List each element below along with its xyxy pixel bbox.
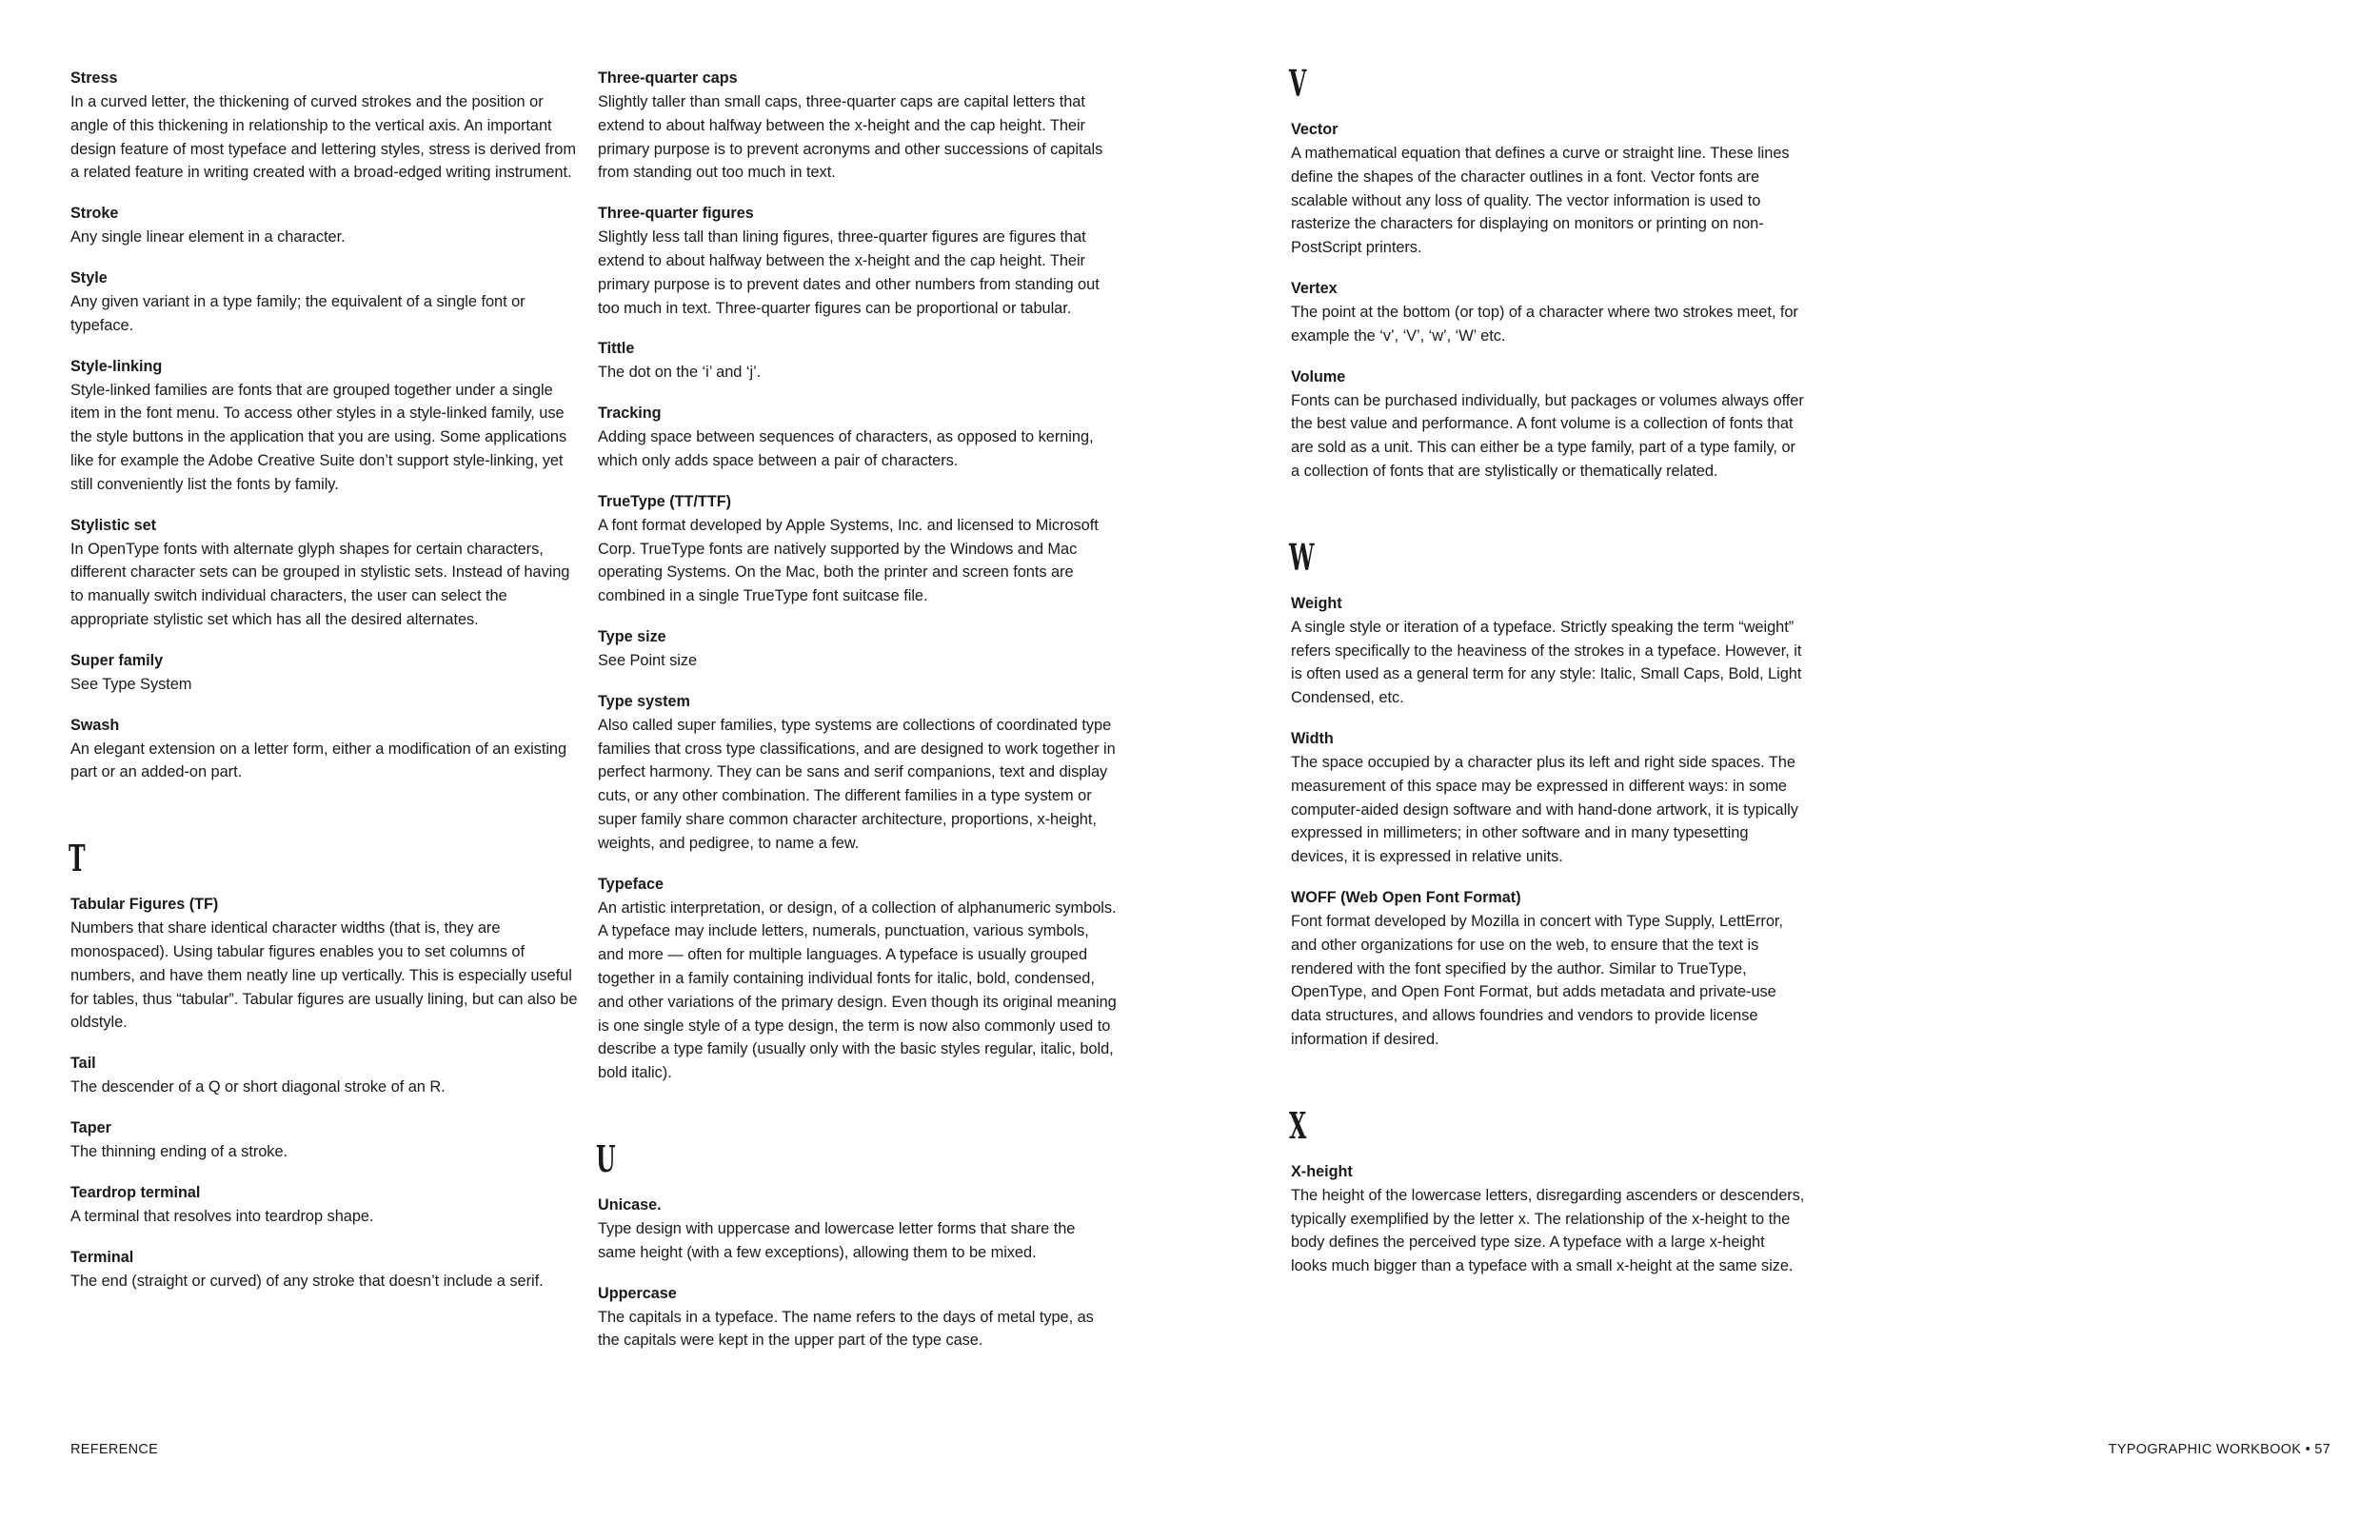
entry-definition: The capitals in a typeface. The name refers to the days of metal type, as the capitals were kept in the upper part of the type case. xyxy=(598,1308,1094,1350)
entry-definition: See Type System xyxy=(70,675,192,693)
glossary-entry xyxy=(70,1116,585,1164)
entry-term: Type system xyxy=(598,692,690,710)
glossary-entry xyxy=(1291,1160,1805,1278)
glossary-entry xyxy=(70,514,585,632)
entry-definition: A terminal that resolves into teardrop shape. xyxy=(70,1207,374,1225)
entry-term: Vertex xyxy=(1291,279,1338,297)
entry-definition: A mathematical equation that defines a curve or straight line. These lines define the shapes of the character outlines in a font. Vector fonts are scalable without any loss of quality. The vector information is used to rasterize the characters for displaying on monitors or printing on non-PostScript printers. xyxy=(1291,145,1790,257)
entry-definition: Type design with uppercase and lowercase letter forms that share the same height (with a few exceptions), allowing them to be mixed. xyxy=(598,1219,1076,1261)
entry-definition: The descender of a Q or short diagonal stroke of an R. xyxy=(70,1078,446,1096)
glossary-entry xyxy=(598,67,1117,185)
glossary-entry xyxy=(598,202,1117,320)
entry-definition: The end (straight or curved) of any stroke that doesn’t include a serif. xyxy=(70,1272,544,1290)
section-letter-v: V xyxy=(1289,62,1307,105)
glossary-entry xyxy=(70,267,585,338)
glossary-entry xyxy=(70,1246,585,1293)
entry-term: Tabular Figures (TF) xyxy=(70,896,219,914)
entry-definition: A font format developed by Apple Systems, Inc. and licensed to Microsoft Corp. TrueType fonts are natively supported by the Windows and Mac operating Systems. On the Mac, both the printer and screen fonts are combined in a single TrueType font suitcase file. xyxy=(598,516,1099,605)
entry-definition: The space occupied by a character plus its left and right side spaces. The measurement of this space may be expressed in different ways: in some computer-aided design software and with hand-done artwork, it is typically expressed in millimeters; in other software and in many typesetting devices, it is expressed in relative units. xyxy=(1291,753,1798,866)
entry-definition: In a curved letter, the thickening of curved strokes and the position or angle of this thickening in relationship to the vertical axis. An important design feature of most typeface and lettering styles, stress is derived from a related feature in writing created with a broad-edged writing instrument. xyxy=(70,93,576,182)
glossary-entry xyxy=(70,893,585,1035)
entries-w xyxy=(1291,592,1805,1052)
entry-term: Unicase. xyxy=(598,1195,662,1214)
entry-definition: Any given variant in a type family; the equivalent of a single font or typeface. xyxy=(70,292,526,334)
entry-definition: The thinning ending of a stroke. xyxy=(70,1142,288,1160)
glossary-entry xyxy=(70,355,585,497)
entry-definition: Style-linked families are fonts that are grouped together under a single item in the font menu. To access other styles in a style-linked family, use the style buttons in the application that you are using. Some applications like for example the Adobe Creative Suite don’t support style-linking, yet still conveniently list the fonts by family. xyxy=(70,381,567,493)
entries-v xyxy=(1291,118,1805,484)
entry-term: Tittle xyxy=(598,340,635,358)
section-letter-w: W xyxy=(1289,535,1315,579)
entry-term: Volume xyxy=(1291,367,1346,385)
entry-term: Teardrop terminal xyxy=(70,1183,201,1201)
entry-term: X-height xyxy=(1291,1162,1353,1180)
entry-term: Stylistic set xyxy=(70,516,156,534)
entry-term: Style xyxy=(70,268,108,286)
section-letter-u: U xyxy=(596,1136,616,1180)
entries-s xyxy=(70,67,585,784)
entry-definition: The point at the bottom (or top) of a character where two strokes meet, for example the ‘v’, ‘V’, ‘w’, ‘W’ etc. xyxy=(1291,303,1798,345)
section-letter-x: X xyxy=(1289,1103,1307,1147)
entry-definition: Slightly less tall than lining figures, three-quarter figures are figures that extend to about halfway between the x-height and the cap height. Their primary purpose is to prevent dates and other numbers from standing out too much in text. Three-quarter figures can be proportional or tabular. xyxy=(598,228,1100,317)
entry-definition: Any single linear element in a character. xyxy=(70,228,346,247)
entries-t-continued xyxy=(598,67,1117,1085)
entries-x xyxy=(1291,1160,1805,1278)
entry-definition: An elegant extension on a letter form, either a modification of an existing part or an added-on part. xyxy=(70,740,567,781)
entry-term: Weight xyxy=(1291,594,1342,612)
glossary-entry xyxy=(598,873,1117,1085)
glossary-entry xyxy=(70,649,585,697)
entry-definition: A single style or iteration of a typeface. Strictly speaking the term “weight” refers specifically to the heaviness of the strokes in a typeface. However, it is often used as a general term for any style: Italic, Small Caps, Bold, Light Condensed, etc. xyxy=(1291,618,1802,707)
glossary-entry xyxy=(598,625,1117,673)
glossary-entry xyxy=(70,1052,585,1099)
entry-definition: The height of the lowercase letters, disregarding ascenders or descenders, typically exemplified by the letter x. The relationship of the x-height to the body defines the perceived type size. A typeface with a large x-height looks much bigger than a typeface with a small x-height at the same size. xyxy=(1291,1186,1805,1275)
entry-term: Three-quarter figures xyxy=(598,205,754,223)
entry-term: Three-quarter caps xyxy=(598,69,738,87)
entry-term: Stress xyxy=(70,69,118,87)
entry-definition: See Point size xyxy=(598,651,698,669)
entry-term: WOFF (Web Open Font Format) xyxy=(1291,888,1521,906)
entry-term: TrueType (TT/TTF) xyxy=(598,492,731,510)
entry-definition: Fonts can be purchased individually, but packages or volumes always offer the best value and performance. A font volume is a collection of fonts that are sold as a unit. This can either be a type family, part of a type family, or a collection of fonts that are stylistically or thematically related. xyxy=(1291,391,1804,480)
entry-term: Style-linking xyxy=(70,357,163,375)
glossary-entry xyxy=(598,490,1117,608)
entry-term: Typeface xyxy=(598,875,664,893)
glossary-entry xyxy=(1291,118,1805,260)
entry-definition: Slightly taller than small caps, three-quarter caps are capital letters that extend to about halfway between the x-height and the cap height. Their primary purpose is to prevent acronyms and other successions of capitals from standing out too much in text. xyxy=(598,93,1103,182)
glossary-entry xyxy=(598,1282,1117,1353)
entry-term: Tracking xyxy=(598,405,662,423)
entry-definition: Font format developed by Mozilla in concert with Type Supply, LettError, and other organizations for use on the web, to ensure that the text is rendered with the font specified by the author. Similar to TrueType, OpenType, and Open Font Format, but adds metadata and private-use data structures, and allows foundries and vendors to provide license information if desired. xyxy=(1291,912,1783,1048)
entry-term: Taper xyxy=(70,1118,111,1136)
entry-term: Vector xyxy=(1291,121,1339,138)
glossary-entry xyxy=(70,67,585,185)
section-letter-t: T xyxy=(69,837,86,880)
entry-definition: In OpenType fonts with alternate glyph shapes for certain characters, different character sets can be grouped in stylistic sets. Instead of having to manually switch individual characters, the user can select the appropriate stylistic set which has all the desired alternates. xyxy=(70,540,570,628)
entry-definition: An artistic interpretation, or design, of a collection of alphanumeric symbols. A typeface may include letters, numerals, punctuation, various symbols, and more — often for multiple languages. A typeface is usually grouped together in a family containing individual fonts for italic, bold, condensed, and other variations of the primary design. Even though its original meaning is one single style of a type design, the term is now also commonly used to describe a type family (usually only with the basic styles regular, italic, bold, bold italic). xyxy=(598,898,1117,1082)
glossary-entry xyxy=(1291,277,1805,348)
running-footer-right: TYPOGRAPHIC WORKBOOK • 57 xyxy=(2108,1442,2330,1457)
entry-term: Uppercase xyxy=(598,1284,677,1302)
glossary-entry xyxy=(1291,592,1805,710)
entries-t xyxy=(70,893,585,1293)
entry-definition: Adding space between sequences of characters, as opposed to kerning, which only adds space between a pair of characters. xyxy=(598,428,1094,469)
middle-column xyxy=(598,67,1117,1370)
entry-term: Type size xyxy=(598,627,666,645)
entry-definition: The dot on the ‘i’ and ‘j’. xyxy=(598,364,762,382)
left-column xyxy=(70,67,585,1310)
entry-term: Tail xyxy=(70,1055,96,1073)
right-column xyxy=(1291,63,1805,1295)
glossary-entry xyxy=(598,690,1117,856)
entry-term: Super family xyxy=(70,651,164,669)
glossary-entry xyxy=(70,1181,585,1229)
running-footer-left: REFERENCE xyxy=(70,1442,159,1457)
glossary-entry xyxy=(598,1194,1117,1265)
entry-definition: Numbers that share identical character widths (that is, they are monospaced). Using tabular figures enables you to set columns of numbers, and have them neatly line up vertically. This is especially useful for tables, thus “tabular”. Tabular figures are usually lining, but can also be oldstyle. xyxy=(70,919,578,1032)
entry-term: Width xyxy=(1291,729,1334,747)
glossary-entry xyxy=(1291,365,1805,484)
entry-term: Swash xyxy=(70,716,120,734)
glossary-entry xyxy=(70,714,585,785)
glossary-entry xyxy=(1291,886,1805,1052)
entry-term: Terminal xyxy=(70,1248,134,1266)
glossary-entry xyxy=(70,202,585,249)
entry-term: Stroke xyxy=(70,205,119,223)
glossary-entry xyxy=(1291,727,1805,869)
entry-definition: Also called super families, type systems are collections of coordinated type families that cross type classifications, and are designed to work together in perfect harmony. They can be sans and serif companions, text and display cuts, or any other combination. The different families in a type system or super family share common character architecture, proportions, x-height, weights, and pedigree, to name a few. xyxy=(598,716,1116,852)
glossary-entry xyxy=(598,337,1117,385)
glossary-entry xyxy=(598,402,1117,473)
entries-u xyxy=(598,1194,1117,1352)
